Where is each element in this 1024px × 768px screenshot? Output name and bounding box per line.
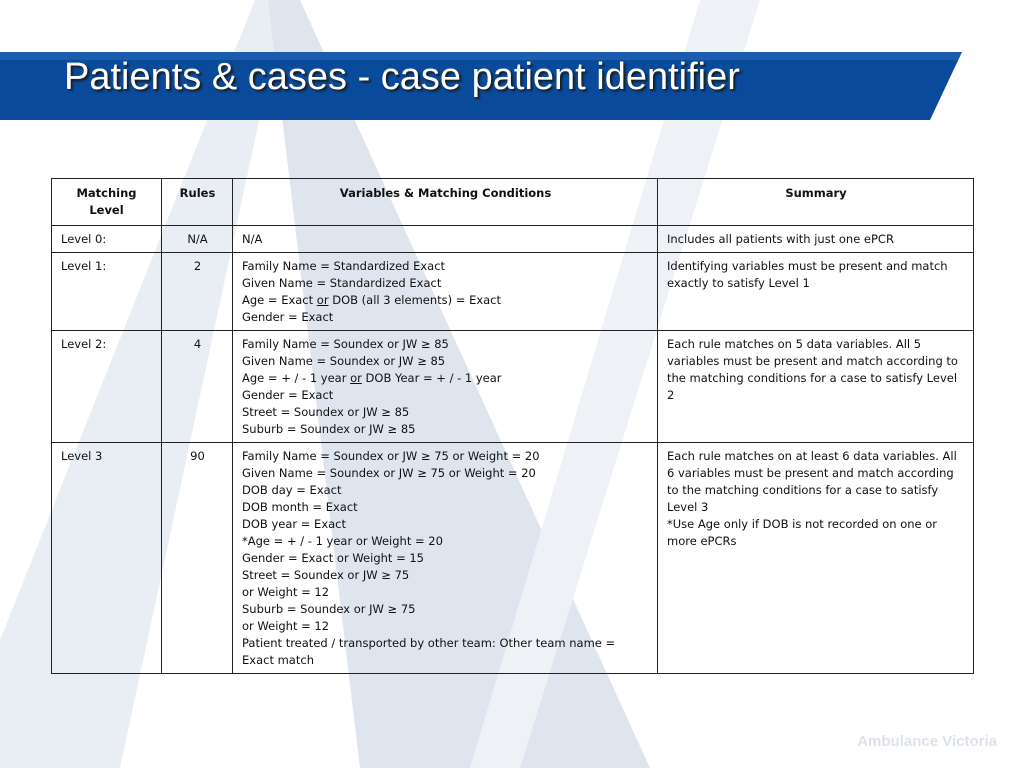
variable-line: Given Name = Soundex or JW ≥ 75 or Weight = 20 [242, 466, 536, 480]
summary-line: Each rule matches on 5 data variables. All 5 variables must be present and match according to the matching conditions for a case to satisfy Level 2 [667, 337, 958, 402]
header-matching-level: Matching Level [52, 179, 162, 226]
variable-line: Gender = Exact or Weight = 15 [242, 551, 424, 565]
variable-line: Exact match [242, 653, 314, 667]
variable-line: Given Name = Soundex or JW ≥ 85 [242, 354, 446, 368]
summary-cell [658, 253, 974, 331]
table-row [52, 331, 974, 443]
variable-line: Gender = Exact [242, 388, 334, 402]
variable-line: Given Name = Standardized Exact [242, 276, 442, 290]
variables-cell [233, 226, 658, 253]
header-variables: Variables & Matching Conditions [233, 179, 658, 226]
variable-line: Age = Exact or DOB (all 3 elements) = Exact [242, 293, 502, 307]
rules-cell: 2 [162, 253, 233, 331]
variable-line: N/A [242, 232, 263, 246]
summary-line: Each rule matches on at least 6 data variables. All 6 variables must be present and match according to the matching conditions for a case to satisfy Level 3 [667, 449, 957, 514]
variable-line: Suburb = Soundex or JW ≥ 85 [242, 422, 416, 436]
variable-line: Age = + / - 1 year or DOB Year = + / - 1 year [242, 371, 502, 385]
or-connector: or [316, 293, 329, 307]
level-cell: Level 1: [52, 253, 162, 331]
variable-line: or Weight = 12 [242, 619, 330, 633]
rules-cell: N/A [162, 226, 233, 253]
table-row [52, 226, 974, 253]
header-summary: Summary [658, 179, 974, 226]
slide-title: Patients & cases - case patient identifier [64, 56, 740, 98]
rules-cell: 90 [162, 443, 233, 674]
variable-line: or Weight = 12 [242, 585, 330, 599]
variable-line: Gender = Exact [242, 310, 334, 324]
variable-line: Street = Soundex or JW ≥ 75 [242, 568, 410, 582]
table-header-row [52, 179, 974, 226]
variable-line: *Age = + / - 1 year or Weight = 20 [242, 534, 443, 548]
rules-cell: 4 [162, 331, 233, 443]
header-rules: Rules [162, 179, 233, 226]
level-cell: Level 2: [52, 331, 162, 443]
variable-line: Family Name = Standardized Exact [242, 259, 446, 273]
table-row [52, 253, 974, 331]
variables-cell [233, 443, 658, 674]
level-cell: Level 0: [52, 226, 162, 253]
summary-line: *Use Age only if DOB is not recorded on one or more ePCRs [667, 517, 938, 548]
variables-cell [233, 253, 658, 331]
or-connector: or [350, 371, 362, 385]
variable-line: Patient treated / transported by other team: Other team name = [242, 636, 616, 650]
variable-line: DOB day = Exact [242, 483, 342, 497]
summary-cell [658, 331, 974, 443]
variables-cell [233, 331, 658, 443]
level-cell: Level 3 [52, 443, 162, 674]
summary-cell [658, 443, 974, 674]
variable-line: DOB year = Exact [242, 517, 347, 531]
summary-cell [658, 226, 974, 253]
summary-line: Identifying variables must be present and match exactly to satisfy Level 1 [667, 259, 948, 290]
variable-line: Family Name = Soundex or JW ≥ 75 or Weight = 20 [242, 449, 540, 463]
variable-line: DOB month = Exact [242, 500, 358, 514]
table-row [52, 443, 974, 674]
matching-levels-table [51, 178, 974, 674]
variable-line: Suburb = Soundex or JW ≥ 75 [242, 602, 416, 616]
variable-line: Family Name = Soundex or JW ≥ 85 [242, 337, 449, 351]
ambulance-victoria-logo: Ambulance Victoria [857, 733, 997, 750]
variable-line: Street = Soundex or JW ≥ 85 [242, 405, 410, 419]
summary-line: Includes all patients with just one ePCR [667, 232, 894, 246]
